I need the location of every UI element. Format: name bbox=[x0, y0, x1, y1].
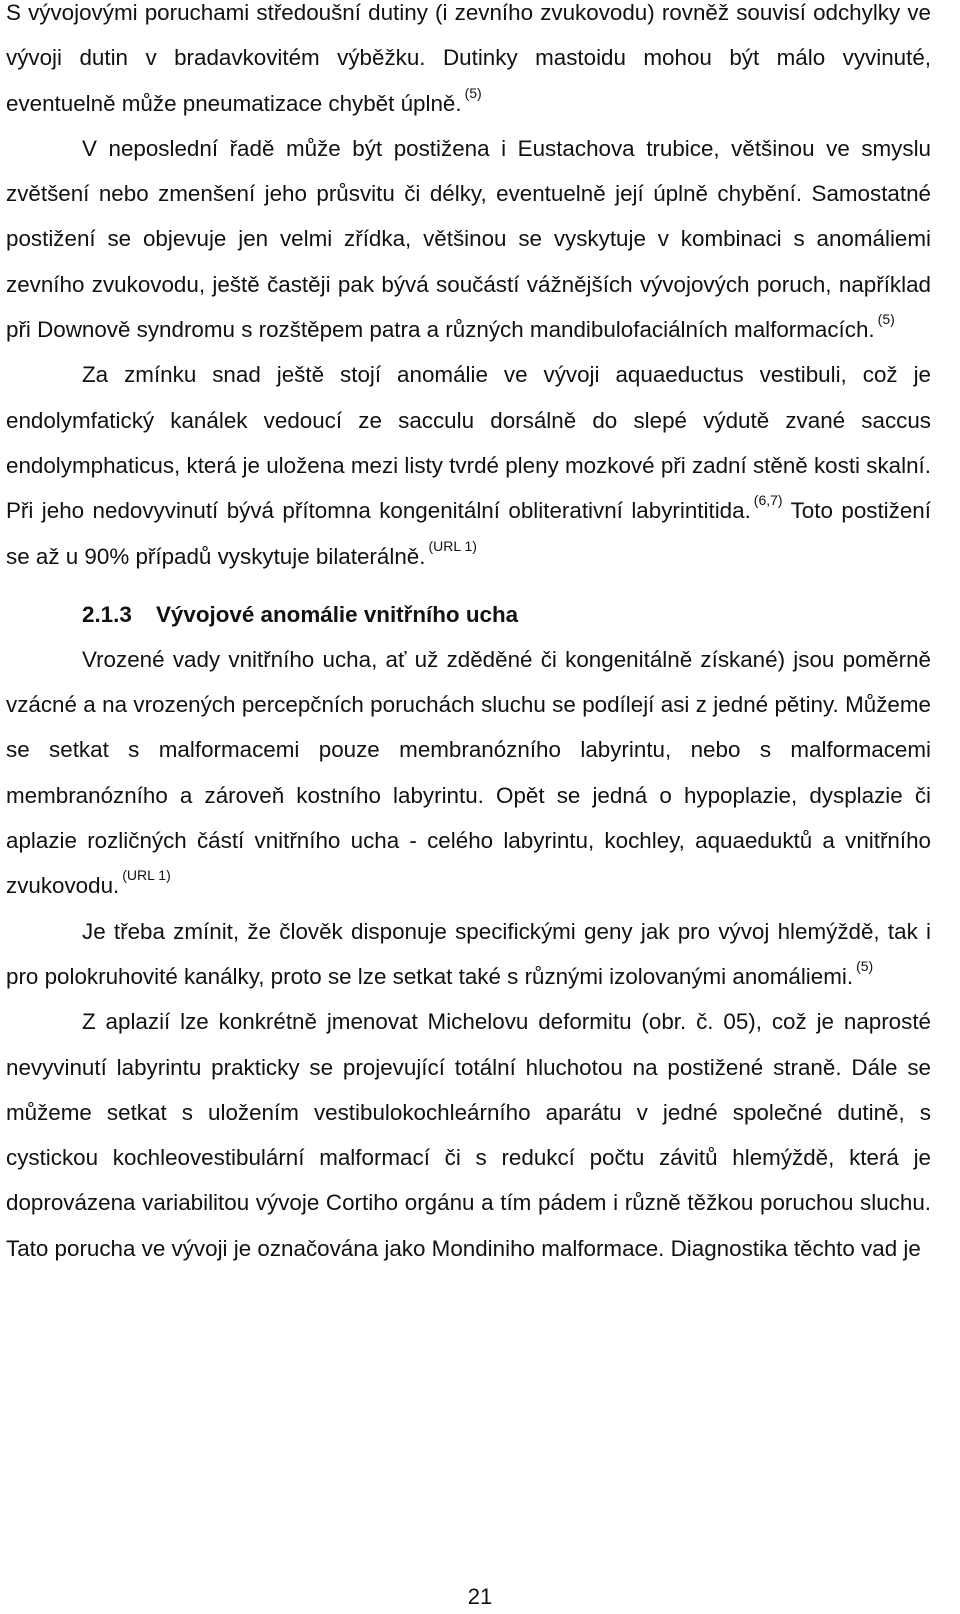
citation: (URL 1) bbox=[428, 537, 477, 554]
section-number: 2.1.3 bbox=[82, 601, 132, 627]
page-number: 21 bbox=[467, 1584, 493, 1609]
citation: (6,7) bbox=[753, 492, 783, 509]
citation: (URL 1) bbox=[122, 867, 171, 884]
citation: (5) bbox=[464, 84, 482, 101]
citation: (5) bbox=[856, 957, 874, 974]
paragraph-middle-ear-mastoid: S vývojovými poruchami středoušní dutiny (i zevního zvukovodu) rovněž souvisí odchylky ve vývoji dutin v bradavkovitém výběžku. Dutinky mastoidu mohou být málo vyvinuté, eventuelně může pneumatizace chybět úplně. $^{(5)}$ bbox=[6, 0, 931, 116]
paragraph-inner-ear-defects: Vrozené vady vnitřního ucha, ať už zděděné či kongenitálně získané) jsou poměrně vzácné a na vrozených percepčních poruchách sluchu se podílejí asi z jedné pětiny. Můžeme se setkat s malformacemi pouze membranózního labyrintu, nebo s malformacemi membranózního a zároveň kostního labyrintu. Opět se jedná o hypoplazie, dysplazie či aplazie rozličných částí vnitřního ucha - celého labyrintu, kochley, aquaeduktů a vnitřního zvukovodu. $^{(URL 1)}$ bbox=[6, 646, 931, 899]
paragraph-specific-genes: Je třeba zmínit, že člověk disponuje specifickými geny jak pro vývoj hlemýždě, tak i pro polokruhovité kanálky, proto se lze setkat také s různými izolovanými anomáliemi. $^{(5)}$ bbox=[6, 918, 931, 989]
paragraph-aplasia-michel: Z aplazií lze konkrétně jmenovat Michelovu deformitu (obr. č. 05), což je naprosté nevyvinutí labyrintu prakticky se projevující totální hluchotou na postižené straně. Dále se můžeme setkat s uložením vestibulokochleárního aparátu v jedné společné dutině, s cystickou kochleovestibulární malformací či s redukcí počtu závitů hlemýždě, která je doprovázena variabilitou vývoje Cortiho orgánu a tím pádem i různě těžkou poruchou sluchu. Tato porucha ve vývoji je označována jako Mondiniho malformace. Diagnostika těchto vad je bbox=[6, 1009, 931, 1261]
paragraph-eustachian-tube: V neposlední řadě může být postižena i Eustachova trubice, většinou ve smyslu zvětšení nebo zmenšení jeho průsvitu či délky, eventuelně její úplně chybění. Samostatné postižení se objevuje jen velmi zřídka, většinou se vyskytuje v kombinaci s anomáliemi zevního zvukovodu, ještě častěji pak bývá součástí vážnějších vývojových poruch, například při Downově syndromu s rozštěpem patra a různých mandibulofaciálních malformacích. $^{(5)}$ bbox=[6, 135, 931, 343]
section-heading bbox=[6, 592, 931, 637]
section-title: Vývojové anomálie vnitřního ucha bbox=[156, 601, 519, 627]
citation: (5) bbox=[877, 311, 895, 328]
page-content bbox=[6, 0, 931, 1271]
paragraph-aquaeductus-vestibuli: Za zmínku snad ještě stojí anomálie ve vývoji aquaeductus vestibuli, což je endolymfatický kanálek vedoucí ze sacculu dorsálně do slepé výdutě zvané saccus endolymphaticus, která je uložena mezi listy tvrdé pleny mozkové při zadní stěně kosti skalní. Při jeho nedovyvinutí bývá přítomna kongenitální obliterativní labyrintitida. $^{(6,7)}$ Toto postižení se až u 90% případů vyskytuje bilaterálně. $^{(URL 1)}$ bbox=[6, 362, 931, 569]
